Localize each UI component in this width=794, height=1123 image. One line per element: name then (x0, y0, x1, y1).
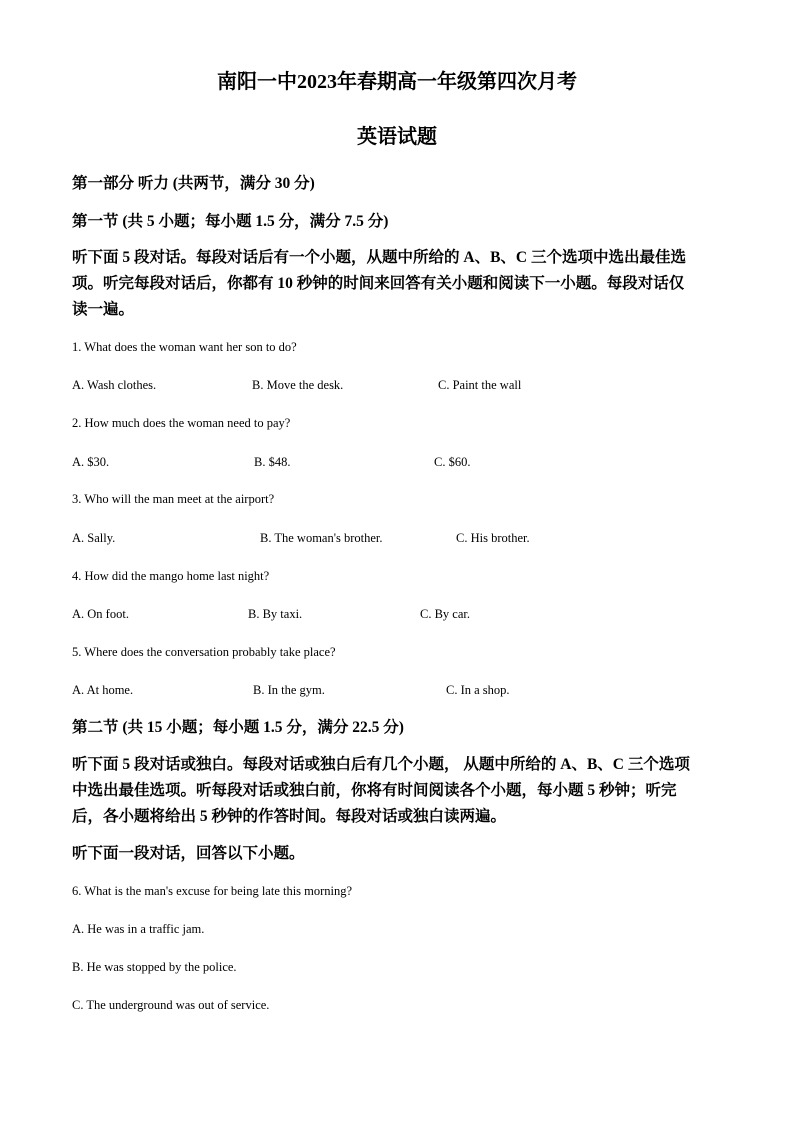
q5-option-a: A. At home. (72, 683, 134, 697)
q4-option-a: A. On foot. (72, 607, 129, 621)
q3-option-a: A. Sally. (72, 531, 116, 545)
section1-instructions (72, 245, 722, 323)
q2-option-a: A. $30. (72, 455, 110, 469)
section2-instructions (72, 752, 722, 830)
q6-option-a: A. He was in a traffic jam. (72, 922, 205, 936)
instruction-line: 后，各小题将给出 5 秒钟的作答时间。每段对话或独白读两遍。 (72, 808, 507, 825)
q6-option-b: B. He was stopped by the police. (72, 960, 237, 974)
q3-option-c: C. His brother. (456, 531, 530, 545)
question-6: 6. What is the man's excuse for being late this morning? (72, 884, 353, 898)
q3-option-b: B. The woman's brother. (260, 531, 383, 545)
part1-heading: 第一部分 听力 (共两节，满分 30 分) (72, 175, 315, 192)
q6-option-c: C. The underground was out of service. (72, 998, 270, 1012)
q1-option-b: B. Move the desk. (252, 378, 344, 392)
question-5: 5. Where does the conversation probably take place? (72, 645, 336, 659)
section2-heading: 第二节 (共 15 小题；每小题 1.5 分，满分 22.5 分) (72, 719, 404, 736)
instruction-line: 中选出最佳选项。听每段对话或独白前，你将有时间阅读各个小题，每小题 5 秒钟；听完 (72, 782, 677, 799)
section2-sub-heading: 听下面一段对话，回答以下小题。 (72, 845, 305, 862)
question-3: 3. Who will the man meet at the airport? (72, 492, 275, 506)
q5-option-b: B. In the gym. (253, 683, 325, 697)
exam-title: 南阳一中2023年春期高一年级第四次月考 (217, 71, 577, 93)
instruction-line: 听下面 5 段对话或独白。每段对话或独白后有几个小题， 从题中所给的 A、B、C 三个选项 (72, 756, 690, 773)
section1-heading: 第一节 (共 5 小题；每小题 1.5 分，满分 7.5 分) (72, 213, 389, 230)
q1-option-c: C. Paint the wall (438, 378, 522, 392)
q2-option-b: B. $48. (254, 455, 291, 469)
instruction-line: 项。听完每段对话后，你都有 10 秒钟的时间来回答有关小题和阅读下一小题。每段对话仅 (72, 275, 685, 292)
question-1: 1. What does the woman want her son to do? (72, 340, 297, 354)
q2-option-c: C. $60. (434, 455, 471, 469)
question-4: 4. How did the mango home last night? (72, 569, 270, 583)
q1-option-a: A. Wash clothes. (72, 378, 157, 392)
q5-option-c: C. In a shop. (446, 683, 510, 697)
q4-option-c: C. By car. (420, 607, 470, 621)
instruction-line: 读一遍。 (72, 301, 135, 318)
exam-subtitle: 英语试题 (357, 126, 437, 148)
instruction-line: 听下面 5 段对话。每段对话后有一个小题，从题中所给的 A、B、C 三个选项中选出最佳选 (72, 249, 686, 266)
q4-option-b: B. By taxi. (248, 607, 303, 621)
question-2: 2. How much does the woman need to pay? (72, 416, 291, 430)
